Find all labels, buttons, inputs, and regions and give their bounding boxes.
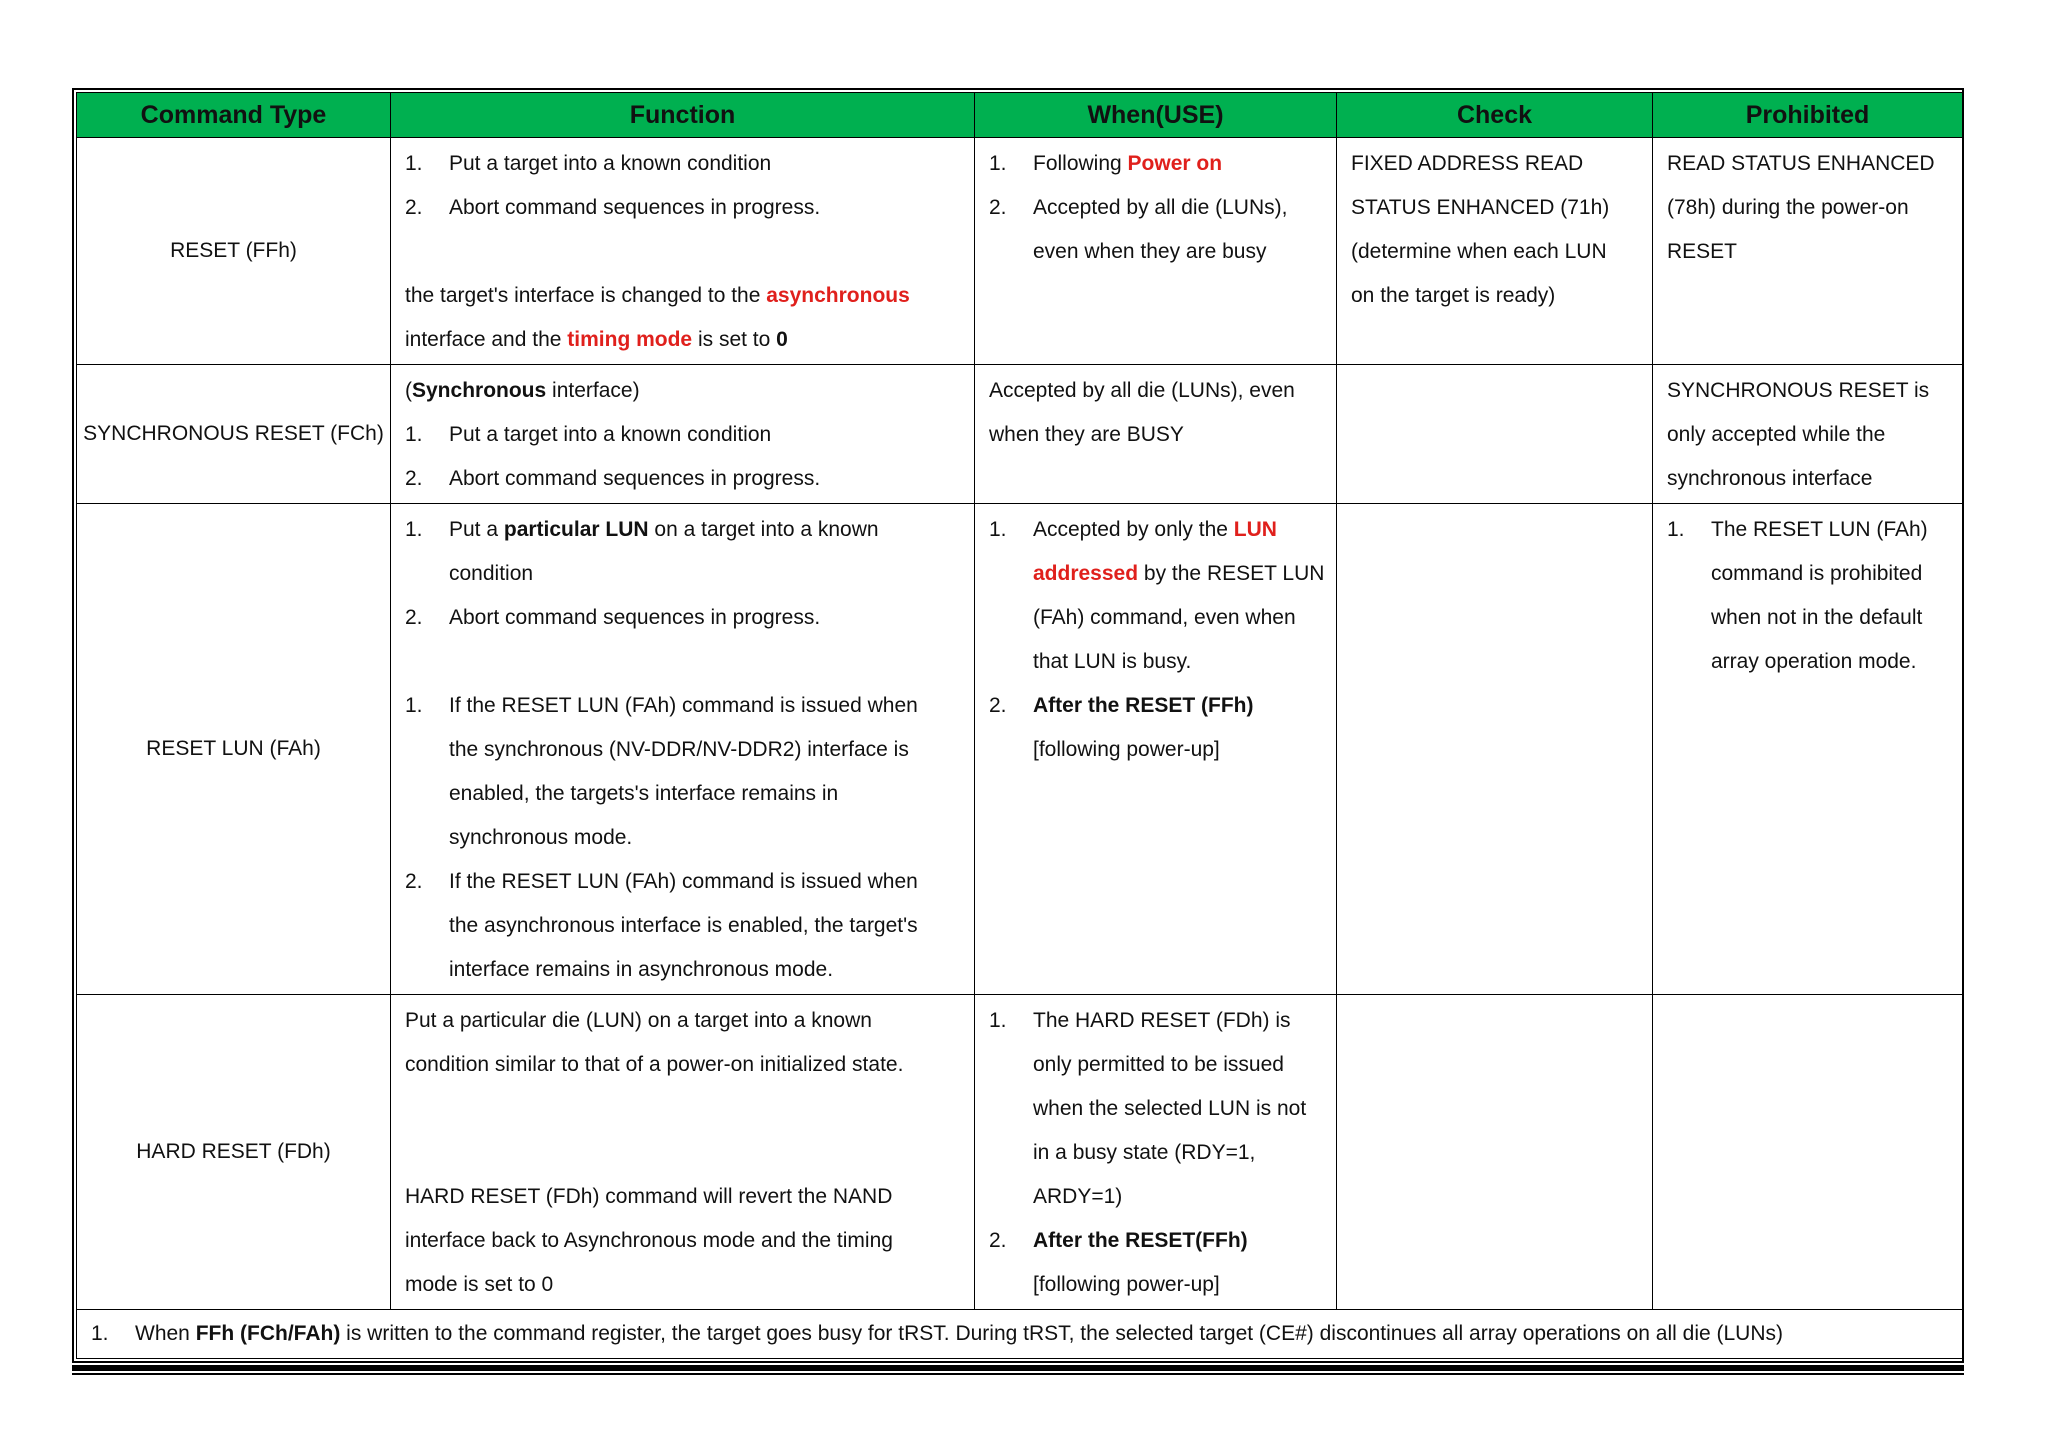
prohibited-cell: READ STATUS ENHANCED (78h) during the power-on RESET [1653, 138, 1963, 365]
prohibited-cell [1653, 995, 1963, 1310]
header-when-use: When(USE) [975, 93, 1337, 138]
function-cell: (Synchronous interface) 1. Put a target into a known condition 2. Abort command sequences in progress. [391, 365, 975, 504]
table-row-synchronous-reset [77, 365, 1963, 504]
check-cell: FIXED ADDRESS READ STATUS ENHANCED (71h) (determine when each LUN on the target is ready) [1337, 138, 1653, 365]
when-cell: 1. Accepted by only the LUN addressed by the RESET LUN (FAh) command, even when that LUN is busy. 2. After the RESET (FFh) [following power-up] [975, 504, 1337, 995]
footer-note: 1. When FFh (FCh/FAh) is written to the command register, the target goes busy for tRST. During tRST, the selected target (CE#) discontinues all array operations on all die (LUNs) [77, 1310, 1963, 1359]
function-cell: 1. Put a target into a known condition 2. Abort command sequences in progress. the target's interface is changed to the asynchronous interface and the timing mode is set to 0 [391, 138, 975, 365]
function-cell: 1. Put a particular LUN on a target into a known condition 2. Abort command sequences in progress. 1. If the RESET LUN (FAh) command is issued when the synchronous (NV-DDR/NV-DDR2) interface is enabled, the targets's interface remains in synchronous mode. 2. If the RESET LUN (FAh) command is issued when the asynchronous interface is enabled, the target's interface remains in asynchronous mode. [391, 504, 975, 995]
footer-note-row [77, 1310, 1963, 1359]
when-cell: 1. Following Power on 2. Accepted by all die (LUNs), even when they are busy [975, 138, 1337, 365]
command-cell: RESET (FFh) [77, 138, 391, 365]
command-cell: SYNCHRONOUS RESET (FCh) [77, 365, 391, 504]
prohibited-cell: SYNCHRONOUS RESET is only accepted while the synchronous interface [1653, 365, 1963, 504]
command-cell: HARD RESET (FDh) [77, 995, 391, 1310]
check-cell [1337, 995, 1653, 1310]
bottom-rule-thick [72, 1365, 1964, 1371]
table-row-reset-lun [77, 504, 1963, 995]
header-function: Function [391, 93, 975, 138]
check-cell [1337, 504, 1653, 995]
table-row-reset [77, 138, 1963, 365]
function-cell: Put a particular die (LUN) on a target into a known condition similar to that of a power-on initialized state. HARD RESET (FDh) command will revert the NAND interface back to Asynchronous mode and the timing mode is set to 0 [391, 995, 975, 1310]
header-prohibited: Prohibited [1653, 93, 1963, 138]
reset-command-table [76, 92, 1963, 1359]
header-command-type: Command Type [77, 93, 391, 138]
table-row-hard-reset [77, 995, 1963, 1310]
prohibited-cell: 1. The RESET LUN (FAh) command is prohibited when not in the default array operation mode. [1653, 504, 1963, 995]
when-cell: 1. The HARD RESET (FDh) is only permitted to be issued when the selected LUN is not in a busy state (RDY=1, ARDY=1) 2. After the RESET(FFh) [following power-up] [975, 995, 1337, 1310]
header-check: Check [1337, 93, 1653, 138]
check-cell [1337, 365, 1653, 504]
command-cell: RESET LUN (FAh) [77, 504, 391, 995]
bottom-rule-thin [72, 1373, 1964, 1375]
header-row [77, 93, 1963, 138]
table-frame [72, 88, 1964, 1363]
command-table-sheet [72, 88, 1964, 1375]
when-cell: Accepted by all die (LUNs), even when they are BUSY [975, 365, 1337, 504]
